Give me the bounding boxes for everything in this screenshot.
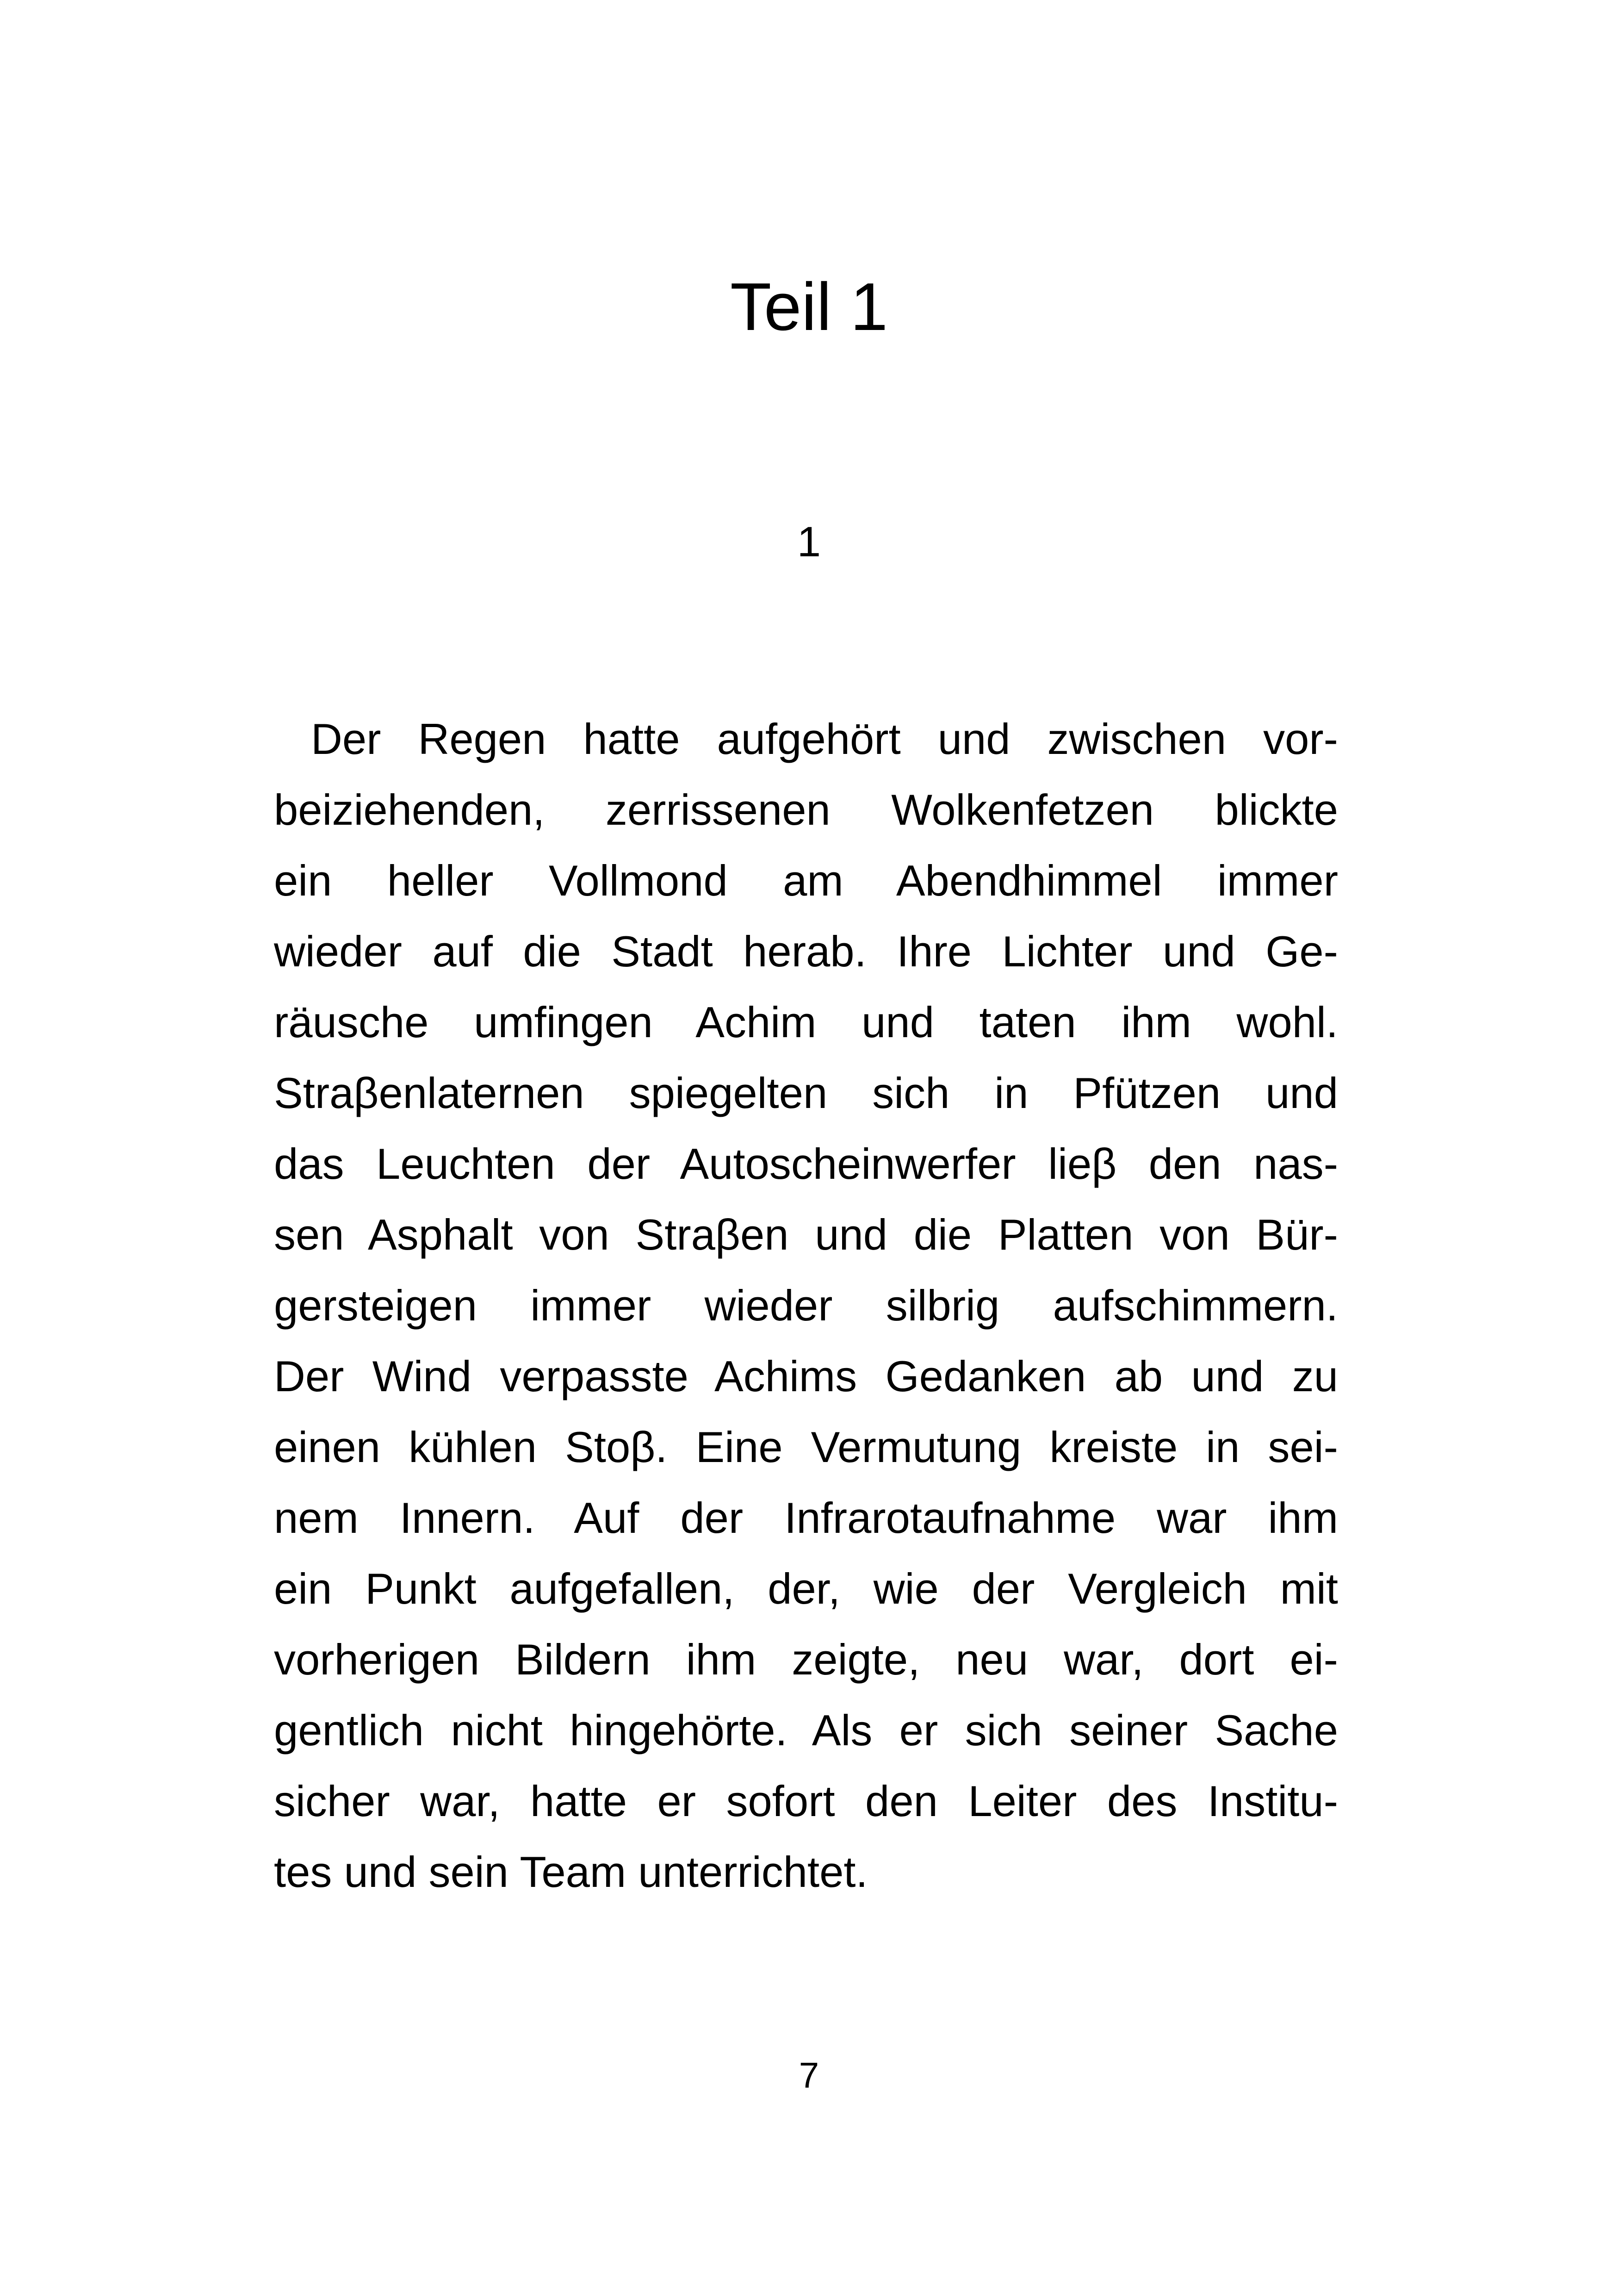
page-number: 7 (799, 2055, 819, 2096)
paragraph-line: vorherigen Bildern ihm zeigte, neu war, dort ei- (274, 1635, 1338, 1684)
paragraph-line: ein heller Vollmond am Abendhimmel immer (274, 856, 1338, 905)
body-paragraph (274, 703, 1338, 1907)
paragraph-line: das Leuchten der Autoscheinwerfer lieβ den nas- (274, 1139, 1338, 1188)
paragraph-line: sicher war, hatte er sofort den Leiter des Institu- (274, 1777, 1338, 1825)
paragraph-line: wieder auf die Stadt herab. Ihre Lichter und Ge- (274, 927, 1338, 976)
paragraph-line: sen Asphalt von Straβen und die Platten von Bür- (274, 1210, 1338, 1259)
paragraph-line: einen kühlen Stoβ. Eine Vermutung kreiste in sei- (274, 1423, 1338, 1471)
paragraph-line: nem Innern. Auf der Infrarotaufnahme war ihm (274, 1493, 1338, 1542)
chapter-number: 1 (797, 518, 821, 566)
paragraph-line: räusche umfingen Achim und taten ihm wohl. (274, 998, 1338, 1046)
paragraph-line: beiziehenden, zerrissenen Wolkenfetzen blickte (274, 785, 1338, 834)
paragraph-line: Straβenlaternen spiegelten sich in Pfützen und (274, 1069, 1338, 1117)
paragraph-line: tes und sein Team unterrichtet. (274, 1848, 868, 1896)
paragraph-line: gentlich nicht hingehörte. Als er sich seiner Sache (274, 1706, 1338, 1755)
paragraph-line: Der Regen hatte aufgehört und zwischen vor- (311, 715, 1338, 763)
paragraph-line: Der Wind verpasste Achims Gedanken ab und zu (274, 1352, 1338, 1400)
paragraph-line: ein Punkt aufgefallen, der, wie der Vergleich mit (274, 1564, 1338, 1613)
part-title: Teil 1 (730, 269, 888, 344)
paragraph-line: gersteigen immer wieder silbrig aufschimmern. (274, 1281, 1338, 1330)
